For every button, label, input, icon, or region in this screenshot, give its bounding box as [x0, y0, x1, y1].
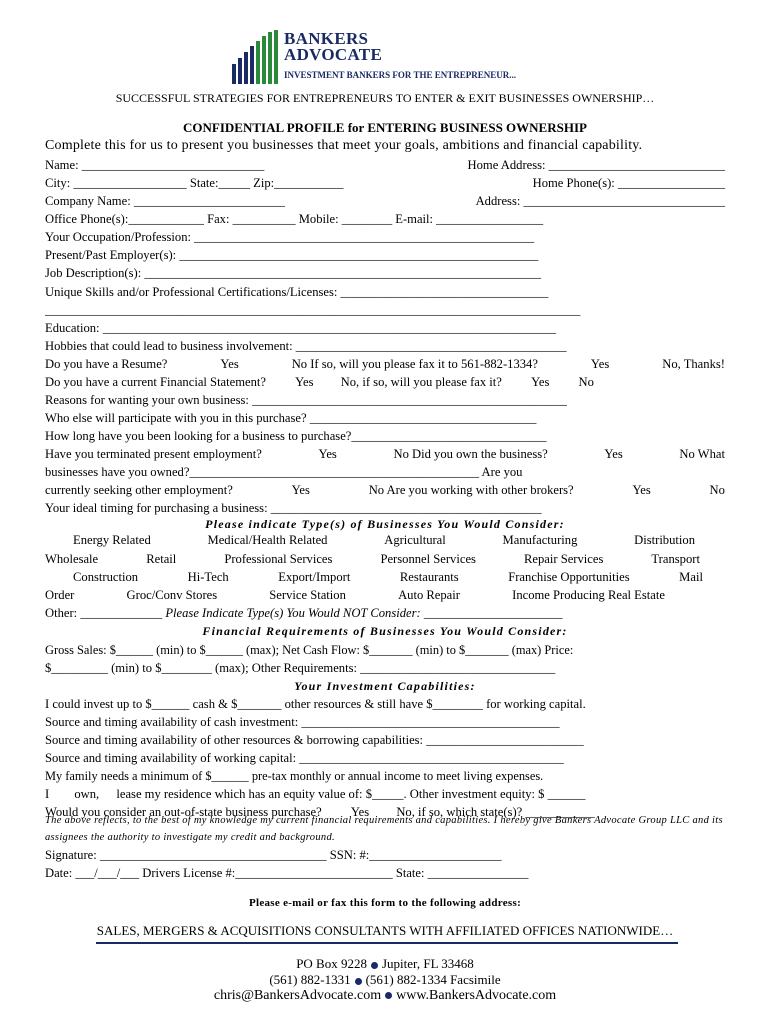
financial-yes-option[interactable]: Yes [295, 375, 314, 389]
out-of-state-field[interactable]: No, if so, which state(s)? ___________ [396, 805, 595, 819]
business-option[interactable]: Personnel Services [380, 552, 476, 566]
out-of-state-yes-option[interactable]: Yes [350, 805, 370, 819]
date-license-field[interactable]: Date: ___/___/___ Drivers License #:_________________________ State: ________________ [45, 866, 529, 880]
footer-contact [0, 987, 770, 1005]
resume-question: Do you have a Resume? [45, 357, 168, 371]
brokers-no-option[interactable]: No [709, 483, 725, 497]
hobbies-field[interactable]: Hobbies that could lead to business involvement: ___________________________________________ [45, 339, 567, 353]
business-row-3 [45, 568, 703, 586]
financial-header: Financial Requirements of Businesses You Would Consider: [202, 624, 568, 638]
own-option[interactable]: own, [74, 787, 100, 801]
business-option[interactable]: Repair Services [523, 552, 604, 566]
email-link[interactable]: chris@BankersAdvocate.com [213, 988, 382, 1003]
fax-number: (561) 882-1334 Facsimile [365, 972, 501, 987]
skills-field[interactable]: Unique Skills and/or Professional Certifications/Licenses: _________________________________ [45, 285, 549, 299]
family-income-field[interactable]: My family needs a minimum of $______ pre-tax monthly or annual income to meet living expenses. [45, 769, 544, 783]
resume-fax-question[interactable]: No If so, will you please fax it to 561-882-1334? [291, 357, 538, 371]
business-row-4 [45, 586, 665, 604]
price-field[interactable]: $_________ (min) to $________ (max); Other Requirements: _______________________________ [45, 661, 556, 675]
business-option[interactable]: Distribution [634, 533, 695, 547]
company-row[interactable] [45, 192, 725, 210]
seeking-no-option[interactable]: No Are you working with other brokers? [368, 483, 574, 497]
name-field[interactable]: Name: _____________________________ [45, 158, 265, 172]
financial-fax-question[interactable]: No, if so, will you please fax it? [340, 375, 502, 389]
occupation-field[interactable]: Your Occupation/Profession: ______________________________________________________ [45, 230, 535, 244]
out-of-state-question: Would you consider an out-of-state business purchase? [45, 805, 322, 819]
lease-equity-field[interactable]: lease my residence which has an equity value of: $_____. Other investment equity: $ ______ [116, 787, 586, 801]
seeking-yes-option[interactable]: Yes [291, 483, 310, 497]
residence-label: I [45, 787, 50, 801]
business-option[interactable]: Service Station [269, 588, 346, 602]
business-option[interactable]: Groc/Conv Stores [126, 588, 218, 602]
terminated-no-option[interactable]: No Did you own the business? [393, 447, 548, 461]
name-row[interactable] [45, 156, 725, 174]
logo-name: BANKERS ADVOCATE [284, 29, 383, 64]
business-option[interactable]: Auto Repair [398, 588, 460, 602]
business-option[interactable]: Mail [679, 570, 703, 584]
home-phone-field[interactable]: Home Phone(s): _________________ [532, 176, 725, 190]
working-capital-timing-field[interactable]: Source and timing availability of working capital: __________________________________________ [45, 751, 564, 765]
footer-divider [96, 942, 678, 944]
terminated-question: Have you terminated present employment? [45, 447, 262, 461]
website-link[interactable]: www.BankersAdvocate.com [396, 988, 557, 1003]
owned-no-option[interactable]: No What [679, 447, 725, 461]
business-option[interactable]: Agricultural [384, 533, 446, 547]
seeking-row [45, 481, 725, 499]
top-tagline: SUCCESSFUL STRATEGIES FOR ENTREPRENEURS TO ENTER & EXIT BUSINESSES OWNERSHIP… [115, 91, 655, 105]
disclaimer: The above reflects, to the best of my knowledge my current financial requirements and capabilities. I hereby give Bankers Advocate Group LLC and its assignees the authority to investigate my credit and background. [45, 815, 723, 843]
business-option[interactable]: Professional Services [224, 552, 333, 566]
not-consider-field[interactable]: Please Indicate Type(s) You Would NOT Consider: ______________________ [165, 606, 563, 620]
business-option[interactable]: Export/Import [278, 570, 351, 584]
bullet-icon [355, 978, 362, 985]
home-address-field[interactable]: Home Address: ____________________________ [467, 158, 725, 172]
terminated-row [45, 445, 725, 463]
other-row [45, 604, 725, 622]
bullet-icon [385, 992, 392, 999]
business-row-2 [45, 550, 700, 568]
financial-statement-row [45, 373, 725, 391]
financial-fax-yes-option[interactable]: Yes [531, 375, 550, 389]
form-title: CONFIDENTIAL PROFILE for ENTERING BUSINESS OWNERSHIP [183, 120, 587, 135]
phone-number: (561) 882-1331 [269, 972, 351, 987]
business-option[interactable]: Construction [73, 570, 139, 584]
signature-field[interactable]: Signature: ____________________________________ SSN: #:_____________________ [45, 848, 502, 862]
residence-row [45, 785, 725, 803]
other-business-field[interactable]: Other: _____________ [45, 606, 163, 620]
cash-timing-field[interactable]: Source and timing availability of cash investment: _________________________________________ [45, 715, 560, 729]
reasons-field[interactable]: Reasons for wanting your own business: __________________________________________________ [45, 393, 567, 407]
skills-continuation-field[interactable]: _____________________________________________________________________________________ [45, 303, 581, 317]
businesses-owned-field[interactable]: businesses have you owned?______________________________________________ Are you [45, 465, 523, 479]
owned-yes-option[interactable]: Yes [604, 447, 623, 461]
office-phone-field[interactable]: Office Phone(s):____________ Fax: __________ Mobile: ________ E-mail: _________________ [45, 212, 544, 226]
business-row-1 [45, 531, 725, 549]
business-option[interactable]: Transport [651, 552, 700, 566]
company-name-field[interactable]: Company Name: ________________________ [45, 194, 285, 208]
other-resources-timing-field[interactable]: Source and timing availability of other resources & borrowing capabilities: _________________________ [45, 733, 584, 747]
resume-no-thanks-option[interactable]: No, Thanks! [662, 357, 725, 371]
company-logo [232, 30, 542, 86]
resume-fax-yes-option[interactable]: Yes [590, 357, 610, 371]
who-else-field[interactable]: Who else will participate with you in this purchase? ____________________________________ [45, 411, 537, 425]
financial-statement-question: Do you have a current Financial Statement? [45, 375, 267, 389]
timing-field[interactable]: Your ideal timing for purchasing a business: ___________________________________________ [45, 501, 542, 515]
terminated-yes-option[interactable]: Yes [318, 447, 337, 461]
invest-field[interactable]: I could invest up to $______ cash & $_______ other resources & still have $________ for working capital. [45, 697, 586, 711]
city-state-zip: Jupiter, FL 33468 [381, 956, 474, 971]
education-field[interactable]: Education: ________________________________________________________________________ [45, 321, 557, 335]
resume-yes-option[interactable]: Yes [220, 357, 239, 371]
logo-tagline: INVESTMENT BANKERS FOR THE ENTREPRENEUR... [284, 70, 516, 80]
business-option[interactable]: Energy Related [73, 533, 151, 547]
business-option[interactable]: Order [45, 588, 75, 602]
bullet-icon [371, 962, 378, 969]
city-state-zip-field[interactable]: City: __________________ State:_____ Zip:___________ [45, 176, 344, 190]
resume-row [45, 355, 725, 373]
send-instructions: Please e-mail or fax this form to the following address: [248, 897, 522, 909]
business-option[interactable]: Franchise Opportunities [508, 570, 630, 584]
footer-tagline: SALES, MERGERS & ACQUISITIONS CONSULTANTS WITH AFFILIATED OFFICES NATIONWIDE… [96, 923, 674, 938]
seeking-question: currently seeking other employment? [45, 483, 233, 497]
business-option[interactable]: Restaurants [399, 570, 459, 584]
capabilities-header: Your Investment Capabilities: [294, 679, 476, 693]
business-option[interactable]: Hi-Tech [187, 570, 229, 584]
job-description-field[interactable]: Job Description(s): _______________________________________________________________ [45, 266, 542, 280]
city-row[interactable] [45, 174, 725, 192]
bar-graph-icon [232, 30, 280, 84]
intro-text: Complete this for us to present you businesses that meet your goals, ambitions and financial capability. [45, 138, 643, 153]
business-option[interactable]: Income Producing Real Estate [512, 588, 665, 602]
brokers-yes-option[interactable]: Yes [632, 483, 651, 497]
company-address-field[interactable]: Address: ________________________________ [475, 194, 725, 208]
business-option[interactable]: Retail [146, 552, 177, 566]
business-option[interactable]: Medical/Health Related [207, 533, 328, 547]
employer-field[interactable]: Present/Past Employer(s): _________________________________________________________ [45, 248, 539, 262]
consider-header: Please indicate Type(s) of Businesses You Would Consider: [205, 517, 565, 531]
how-long-field[interactable]: How long have you been looking for a business to purchase?_______________________________ [45, 429, 547, 443]
gross-sales-field[interactable]: Gross Sales: $______ (min) to $______ (max); Net Cash Flow: $_______ (min) to $_______ (max) Price: [45, 643, 574, 657]
business-option[interactable]: Wholesale [45, 552, 99, 566]
financial-no-option[interactable]: No [578, 375, 594, 389]
po-box: PO Box 9228 [296, 956, 367, 971]
business-option[interactable]: Manufacturing [502, 533, 578, 547]
